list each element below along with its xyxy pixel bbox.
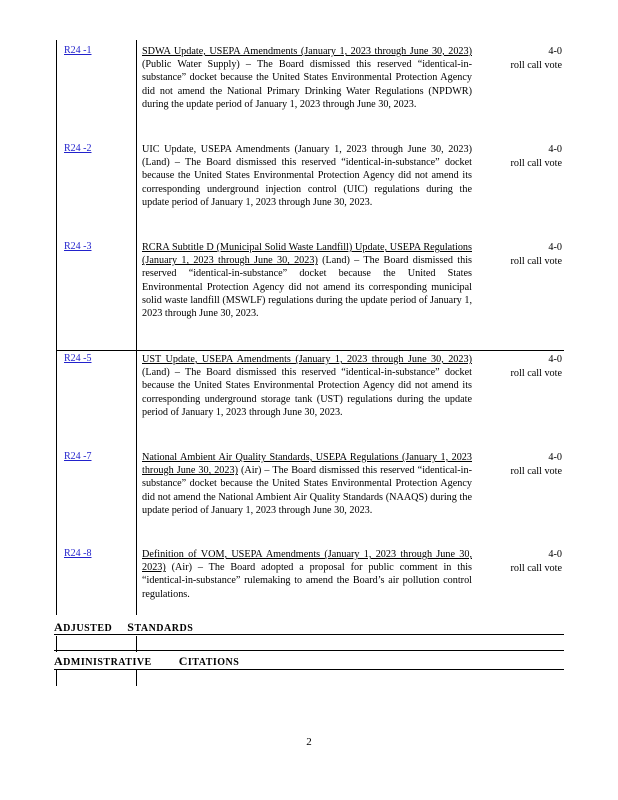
docket-link[interactable]: R24 -1 (64, 45, 92, 56)
vote-type: roll call vote (510, 563, 562, 574)
item-description (142, 353, 472, 419)
vote-cell (482, 353, 562, 381)
vote-type: roll call vote (510, 466, 562, 477)
vote-type: roll call vote (510, 368, 562, 379)
item-description (142, 143, 472, 209)
vote-type: roll call vote (510, 256, 562, 267)
section-heading-administrative-citations: ADMINISTRATIVE CITATIONS (54, 654, 240, 668)
item-description (142, 45, 472, 111)
section-rule (54, 669, 564, 670)
vote-cell (482, 241, 562, 269)
column-divider (56, 670, 57, 686)
item-description (142, 548, 472, 601)
item-title: National Ambient Air Quality Standards, USEPA Regulations (January 1, 2023 through June 30, 2023) (142, 452, 472, 477)
item-body: (Air) – The Board dismissed this reserved “identical-in-substance” docket because the United States Environmental Protection Agency did not amend the National Ambient Air Quality Standards (NAAQS) during the update period of January 1, 2023 through June 30, 2023. (142, 465, 472, 516)
item-title: SDWA Update, USEPA Amendments (January 1, 2023 through June 30, 2023) (142, 46, 472, 57)
item-body: (Land) – The Board dismissed this reserved “identical-in-substance” docket because the United States Environmental Protection Agency did not amend its corresponding underground storage tank (UST) regulations during the update period of January 1, 2023 through June 30, 2023. (142, 367, 472, 418)
item-description (142, 451, 472, 517)
item-body: (Air) – The Board adopted a proposal for public comment in this “identical-in-substance” rulemaking to amend the Board’s air pollution control regulations. (142, 562, 472, 600)
item-description (142, 241, 472, 320)
section-heading-adjusted-standards: ADJUSTED STANDARDS (54, 620, 194, 634)
vote-count: 4-0 (548, 549, 562, 560)
docket-link[interactable]: R24 -3 (64, 241, 92, 252)
vote-cell (482, 451, 562, 479)
section-rule (54, 634, 564, 635)
item-title: RCRA Subtitle D (Municipal Solid Waste Landfill) Update, USEPA Regulations (January 1, 2023 through June 30, 2023) (142, 242, 472, 267)
item-title: UST Update, USEPA Amendments (January 1, 2023 through June 30, 2023) (142, 354, 472, 365)
vote-count: 4-0 (548, 46, 562, 57)
column-divider (136, 40, 137, 615)
vote-count: 4-0 (548, 354, 562, 365)
vote-cell (482, 45, 562, 73)
page-number: 2 (306, 736, 312, 748)
item-title: Definition of VOM, USEPA Amendments (January 1, 2023 through June 30, 2023) (142, 549, 472, 574)
docket-link[interactable]: R24 -7 (64, 451, 92, 462)
vote-count: 4-0 (548, 452, 562, 463)
row-divider (56, 350, 564, 351)
vote-cell (482, 548, 562, 576)
vote-cell (482, 143, 562, 171)
column-divider (136, 670, 137, 686)
vote-type: roll call vote (510, 158, 562, 169)
vote-type: roll call vote (510, 60, 562, 71)
item-body: (Public Water Supply) – The Board dismissed this reserved “identical-in-substance” docket because the United States Environmental Protection Agency did not amend the National Primary Drinking Water Regulations (NPDWR) during the update period of January 1, 2023 through June 30, 2023. (142, 59, 472, 110)
vote-count: 4-0 (548, 242, 562, 253)
docket-link[interactable]: R24 -2 (64, 143, 92, 154)
column-divider (56, 40, 57, 615)
section-rule (54, 650, 564, 651)
docket-link[interactable]: R24 -8 (64, 548, 92, 559)
vote-count: 4-0 (548, 144, 562, 155)
item-body: UIC Update, USEPA Amendments (January 1, 2023 through June 30, 2023) (Land) – The Board dismissed this reserved “identical-in-substance” docket because the United States Environmental Protection Agency did not amend its corresponding underground injection control (UIC) regulations during the update period of January 1, 2023 through June 30, 2023. (142, 144, 472, 208)
docket-link[interactable]: R24 -5 (64, 353, 92, 364)
item-body: (Land) – The Board dismissed this reserved “identical-in-substance” docket because the United States Environmental Protection Agency did not amend its corresponding municipal solid waste landfill (MSWLF) regulations during the update period of January 1, 2023 through June 30, 2023. (142, 255, 472, 320)
